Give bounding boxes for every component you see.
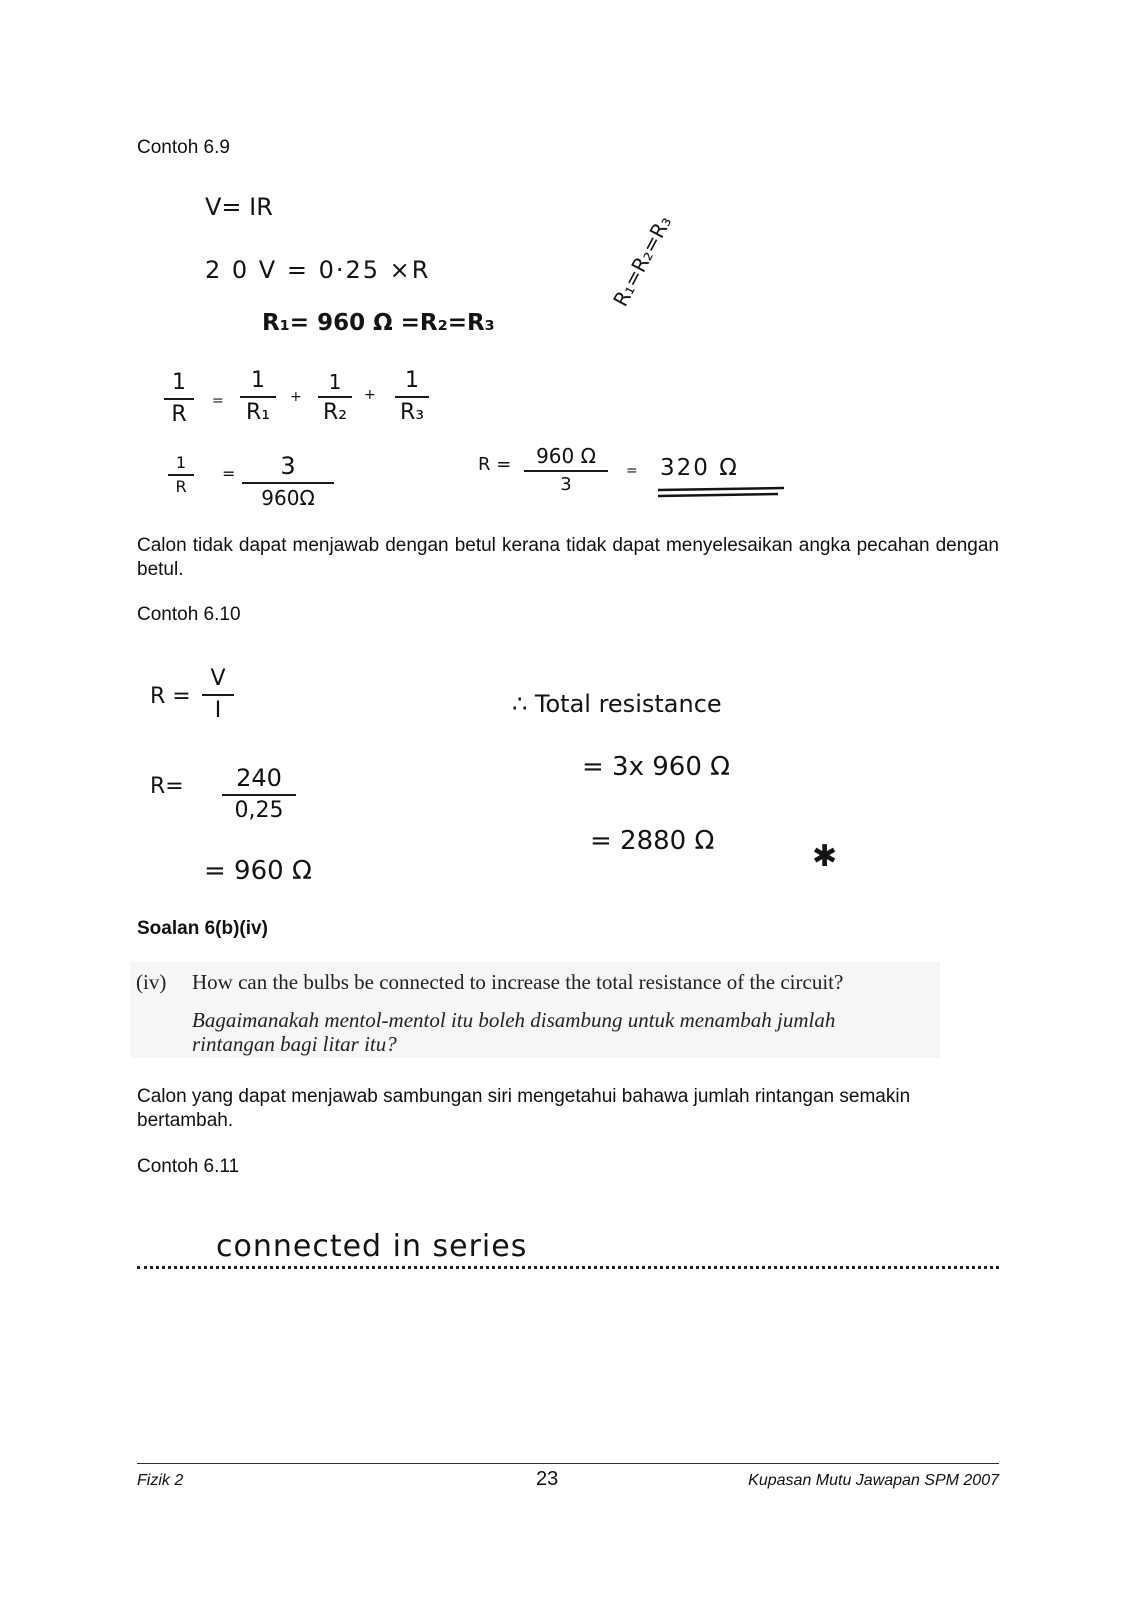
footer-page-number: 23 xyxy=(536,1468,559,1490)
footer-rule xyxy=(137,1463,999,1464)
total-resistance-calc: = 3x 960 Ω xyxy=(582,752,731,782)
r-equals-label: R = xyxy=(150,684,191,709)
contoh-6-11-label: Contoh 6.11 xyxy=(137,1156,240,1177)
fraction-1-over-r3: 1 R₃ xyxy=(395,370,429,424)
contoh-6-9-label: Contoh 6.9 xyxy=(137,137,230,158)
working-line-diagonal: R₁=R₂=R₃ xyxy=(608,211,677,311)
question-box xyxy=(130,962,940,1058)
question-english: How can the bulbs be connected to increase the total resistance of the circuit? xyxy=(192,970,844,994)
fraction-1-over-r1: 1 R₁ xyxy=(240,370,276,424)
total-resistance-heading: ∴ Total resistance xyxy=(512,690,722,718)
fraction-1-over-r-b: 1 R xyxy=(168,455,194,495)
comment-1: Calon tidak dapat menjawab dengan betul kerana tidak dapat menyelesaikan angka pecahan dengan betul. xyxy=(137,535,999,580)
op-plus-2: + xyxy=(364,387,376,403)
fraction-960-over-3: 960 Ω 3 xyxy=(524,446,608,494)
double-underline xyxy=(656,486,796,500)
question-malay-line-2: rintangan bagi litar itu? xyxy=(192,1032,397,1056)
result-960-ohm: = 960 Ω xyxy=(204,856,312,886)
answer-dotted-line xyxy=(137,1266,999,1269)
answer-handwritten: connected in series xyxy=(216,1229,528,1264)
fraction-1-over-r2: 1 R₂ xyxy=(318,372,352,424)
total-resistance-result: = 2880 Ω xyxy=(590,826,715,856)
op-equals-3: = xyxy=(626,463,638,479)
question-malay-line-1: Bagaimanakah mentol-mentol itu boleh disambung untuk menambah jumlah xyxy=(192,1008,836,1032)
soalan-heading: Soalan 6(b)(iv) xyxy=(137,918,268,939)
fraction-3-over-960: 3 960Ω xyxy=(242,454,334,508)
comment-2: Calon yang dapat menjawab sambungan siri mengetahui bahawa jumlah rintangan semakin bertambah. xyxy=(137,1086,911,1131)
question-number: (iv) xyxy=(136,970,167,994)
contoh-6-10-label: Contoh 6.10 xyxy=(137,604,241,625)
r-equals-label-2: R= xyxy=(150,774,184,799)
fraction-1-over-r: 1 R xyxy=(164,372,194,426)
working-line-3: R₁= 960 Ω =R₂=R₃ xyxy=(262,310,495,336)
result-320-ohm: 320 Ω xyxy=(660,455,739,481)
fraction-240-over-025: 240 0,25 xyxy=(222,766,296,822)
star-mark: ✱ xyxy=(812,839,838,874)
op-r-equals: R = xyxy=(478,454,512,475)
op-plus-1: + xyxy=(290,389,302,405)
op-equals-2: = xyxy=(222,464,236,483)
working-line-2: 2 0 V = 0·25 ×R xyxy=(205,256,431,284)
working-line-1: V= IR xyxy=(205,193,273,221)
fraction-v-over-i: V I xyxy=(202,668,234,722)
footer-left: Fizik 2 xyxy=(137,1472,184,1489)
op-equals-1: = xyxy=(212,393,224,409)
footer-right: Kupasan Mutu Jawapan SPM 2007 xyxy=(748,1472,999,1489)
